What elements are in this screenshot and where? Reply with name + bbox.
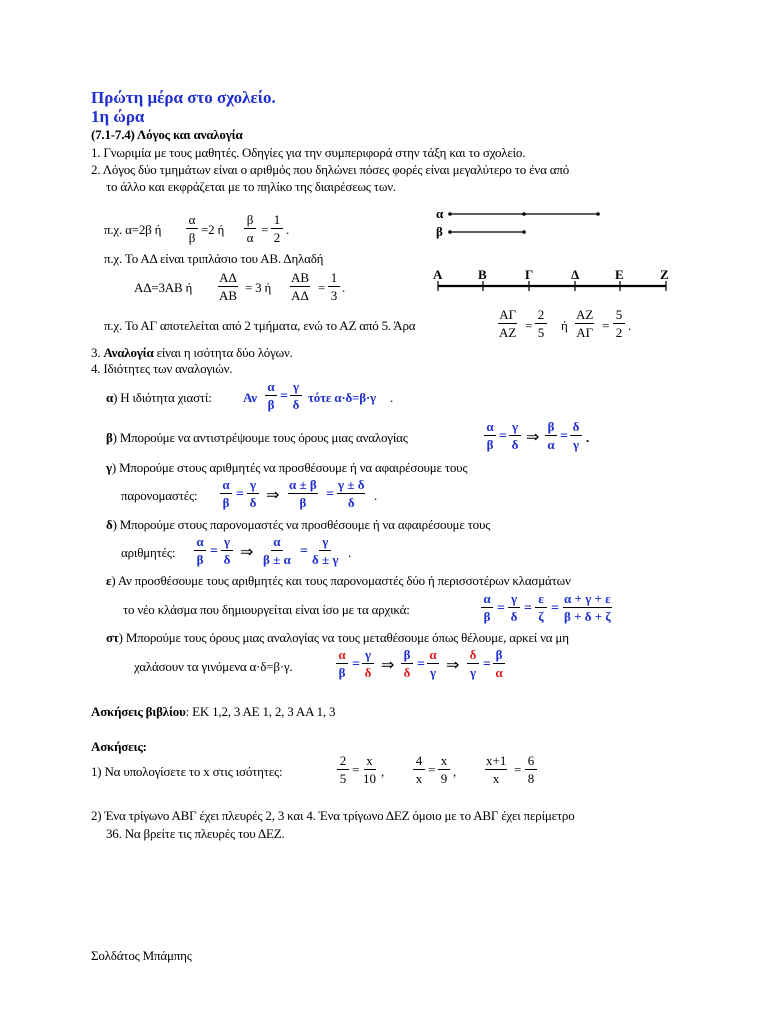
example-2-end: . [342, 280, 346, 295]
example-3-or: ή [561, 318, 568, 333]
exercise-1-eq2-fraction-2: $\frac{x}{9}$ [438, 753, 450, 786]
property-st-fraction-6: $\frac{\beta}{\alpha}$ [493, 647, 505, 680]
example-2-fraction-1: $\frac{A\Delta}{AB}$ [219, 270, 238, 303]
equals-sign: = [210, 544, 218, 559]
property-e-fraction-2: $\frac{\gamma}{\delta}$ [508, 591, 520, 624]
example-1-fraction-3: $\frac{1}{2}$ [271, 212, 283, 245]
property-b-end: . [586, 430, 590, 445]
example-3-eq-1: = [525, 318, 533, 333]
property-e-line-2: το νέο κλάσμα που δημιουργείται είναι ίσο με τα αρχικά: [123, 602, 410, 617]
property-e-fraction-1: $\frac{\alpha}{\beta}$ [481, 591, 493, 624]
item-2-line-1: 2. Λόγος δύο τμημάτων είναι ο αριθμός που δηλώνει πόσες φορές είναι μεγαλύτερο το ένα από [91, 162, 570, 177]
point-label-d: Δ [571, 267, 579, 282]
point-label-a: Α [433, 267, 443, 282]
property-d-text: δ) Μπορούμε στους παρονομαστές να προσθέσουμε ή να αφαιρέσουμε τους [106, 517, 491, 532]
property-st-fraction-4: $\frac{\alpha}{\gamma}$ [427, 647, 439, 680]
property-st-text: στ) Μπορούμε τους όρους μιας αναλογίας να τους μεταθέσουμε όπως θέλουμε, αρκεί να μη [106, 630, 569, 645]
property-e-fraction-4: $\frac{\alpha + \gamma + \varepsilon}{\beta + \delta + \zeta}$ [564, 591, 611, 624]
segment-label-a: α [436, 206, 444, 221]
point-label-z: Ζ [660, 267, 669, 282]
equals-sign: = [326, 487, 334, 502]
property-c-text: γ) Μπορούμε στους αριθμητές να προσθέσουμε ή να αφαιρέσουμε τους [106, 460, 468, 475]
property-b-fraction-2: $\frac{\gamma}{\delta}$ [509, 419, 521, 452]
property-b-text: β) Μπορούμε να αντιστρέψουμε τους όρους μιας αναλογίας [106, 430, 408, 445]
equals-sign: = [514, 762, 522, 777]
exercise-2-line-1: 2) Ένα τρίγωνο ΑΒΓ έχει πλευρές 2, 3 και 4. Ένα τρίγωνο ΔΕΖ όμοιο με το ΑΒΓ έχει περίμετρο [91, 808, 575, 823]
property-c-fraction-4: $\frac{\gamma \pm \delta}{\delta}$ [338, 477, 365, 510]
equals-sign: = [417, 657, 425, 672]
exercise-2-line-2: 36. Να βρείτε τις πλευρές του ΔΕΖ. [106, 826, 285, 841]
equals-sign: = [280, 389, 288, 404]
exercises-heading: Ασκήσεις: [91, 739, 147, 754]
property-c-line-2: παρονομαστές: [121, 488, 198, 503]
number-line [430, 280, 675, 292]
property-st-line-2: χαλάσουν τα γινόμενα α·δ=β·γ. [134, 659, 293, 674]
property-a-fraction-1: $\frac{\alpha}{\beta}$ [265, 379, 277, 412]
property-d-fraction-1: $\frac{\alpha}{\beta}$ [194, 534, 206, 567]
item-1: 1. Γνωριμία με τους μαθητές. Οδηγίες για την συμπεριφορά στην τάξη και το σχολείο. [91, 145, 526, 160]
property-b-fraction-3: $\frac{\beta}{\alpha}$ [545, 419, 557, 452]
example-1-prefix: π.χ. α=2β ή [104, 222, 162, 237]
example-3-fraction-2: $\frac{2}{5}$ [535, 307, 547, 340]
item-3: 3. Αναλογία είναι η ισότητα δύο λόγων. [91, 345, 293, 360]
exercise-1-eq2-fraction-1: $\frac{4}{x}$ [413, 753, 425, 786]
example-2-text: π.χ. Το ΑΔ είναι τριπλάσιο του ΑΒ. Δηλαδή [104, 251, 324, 266]
point-label-e: Ε [615, 267, 624, 282]
example-2-eq-2: = [318, 280, 326, 295]
equals-sign: = [524, 601, 532, 616]
property-c-fraction-3: $\frac{\alpha \pm \beta}{\beta}$ [289, 477, 317, 510]
property-st-fraction-1: $\frac{\alpha}{\beta}$ [336, 647, 348, 680]
implies-arrow-icon: ⇒ [266, 487, 280, 504]
example-1-eq-2: = [261, 222, 269, 237]
point-label-g: Γ [525, 267, 534, 282]
exercise-1-eq1-fraction-2: $\frac{x}{10}$ [363, 753, 376, 786]
segment-label-b: β [436, 224, 443, 239]
page-title: Πρώτη μέρα στο σχολείο. [91, 88, 276, 107]
page-subtitle: 1η ώρα [91, 107, 145, 126]
property-c-fraction-2: $\frac{\gamma}{\delta}$ [247, 477, 259, 510]
property-d-line-2: αριθμητές: [121, 545, 176, 560]
example-3-end: . [628, 318, 632, 333]
example-2-fraction-3: $\frac{1}{3}$ [328, 270, 340, 303]
point-label-b: Β [478, 267, 487, 282]
exercise-1-text: 1) Να υπολογίσετε το x στις ισότητες: [91, 764, 283, 779]
property-a-text: α) Η ιδιότητα χιαστί: [106, 390, 212, 405]
property-e-fraction-3: $\frac{\varepsilon}{\zeta}$ [535, 591, 547, 624]
exercise-1-eq3-fraction-1: $\frac{x+1}{x}$ [486, 753, 507, 786]
property-e-text: ε) Αν προσθέσουμε τους αριθμητές και τους παρονομαστές δύο ή περισσοτέρων κλασμάτων [106, 573, 571, 588]
example-2-mid: = 3 ή [245, 280, 272, 295]
example-3-eq-2: = [602, 318, 610, 333]
exercise-1-eq1-end: , [381, 764, 385, 779]
equals-sign: = [497, 601, 505, 616]
section-heading: (7.1-7.4) Λόγος και αναλογία [91, 127, 243, 142]
implies-arrow-icon: ⇒ [526, 429, 540, 446]
equals-sign: = [560, 429, 568, 444]
equals-sign: = [499, 429, 507, 444]
property-b-fraction-4: $\frac{\delta}{\gamma}$ [570, 419, 582, 452]
property-a-if: Αν [243, 390, 257, 405]
implies-arrow-icon: ⇒ [381, 657, 395, 674]
example-3-text: π.χ. Το ΑΓ αποτελείται από 2 τμήματα, ενώ το ΑΖ από 5. Άρα [104, 318, 416, 333]
equals-sign: = [300, 544, 308, 559]
property-a-end: . [390, 390, 394, 405]
property-st-fraction-5: $\frac{\delta}{\gamma}$ [467, 647, 479, 680]
equals-sign: = [352, 762, 360, 777]
example-3-fraction-3: $\frac{AZ}{A\Gamma}$ [576, 307, 594, 340]
book-exercises: Ασκήσεις βιβλίου: ΕΚ 1,2, 3 ΑΕ 1, 2, 3 ΑΑ 1, 3 [91, 704, 336, 719]
example-2-eq: ΑΔ=3ΑΒ ή [134, 280, 193, 295]
property-a-then: τότε α·δ=β·γ [308, 390, 376, 405]
property-c-fraction-1: $\frac{\alpha}{\beta}$ [220, 477, 232, 510]
implies-arrow-icon: ⇒ [446, 657, 460, 674]
example-1-end: . [286, 222, 290, 237]
property-c-end: . [374, 488, 378, 503]
item-4: 4. Ιδιότητες των αναλογιών. [91, 361, 233, 376]
exercise-1-eq1-fraction-1: $\frac{2}{5}$ [337, 753, 349, 786]
equals-sign: = [352, 657, 360, 672]
property-b-fraction-1: $\frac{\alpha}{\beta}$ [484, 419, 496, 452]
property-d-end: . [348, 545, 352, 560]
implies-arrow-icon: ⇒ [240, 544, 254, 561]
equals-sign: = [551, 601, 559, 616]
example-1-fraction-1: $\frac{\alpha}{\beta}$ [186, 212, 198, 245]
property-d-fraction-4: $\frac{\gamma}{\delta \pm \gamma}$ [312, 534, 339, 567]
exercise-1-eq2-end: , [453, 764, 457, 779]
example-1-fraction-2: $\frac{\beta}{\alpha}$ [244, 212, 256, 245]
example-2-fraction-2: $\frac{AB}{A\Delta}$ [291, 270, 310, 303]
exercise-1-eq3-fraction-2: $\frac{6}{8}$ [525, 753, 537, 786]
equals-sign: = [236, 487, 244, 502]
property-st-fraction-3: $\frac{\beta}{\delta}$ [401, 647, 413, 680]
footer-author: Σολδάτος Μπάμπης [91, 948, 192, 963]
property-a-fraction-2: $\frac{\gamma}{\delta}$ [290, 379, 302, 412]
example-3-fraction-1: $\frac{A\Gamma}{AZ}$ [499, 307, 517, 340]
equals-sign: = [428, 762, 436, 777]
item-2-line-2: το άλλο και εκφράζεται με το πηλίκο της διαιρέσεως των. [106, 179, 396, 194]
example-1-eq-1: =2 ή [201, 222, 225, 237]
property-d-fraction-2: $\frac{\gamma}{\delta}$ [221, 534, 233, 567]
example-3-fraction-4: $\frac{5}{2}$ [613, 307, 625, 340]
property-st-fraction-2: $\frac{\gamma}{\delta}$ [362, 647, 374, 680]
equals-sign: = [483, 657, 491, 672]
property-d-fraction-3: $\frac{\alpha}{\beta \pm \alpha}$ [263, 534, 291, 567]
segments-diagram [440, 205, 610, 240]
